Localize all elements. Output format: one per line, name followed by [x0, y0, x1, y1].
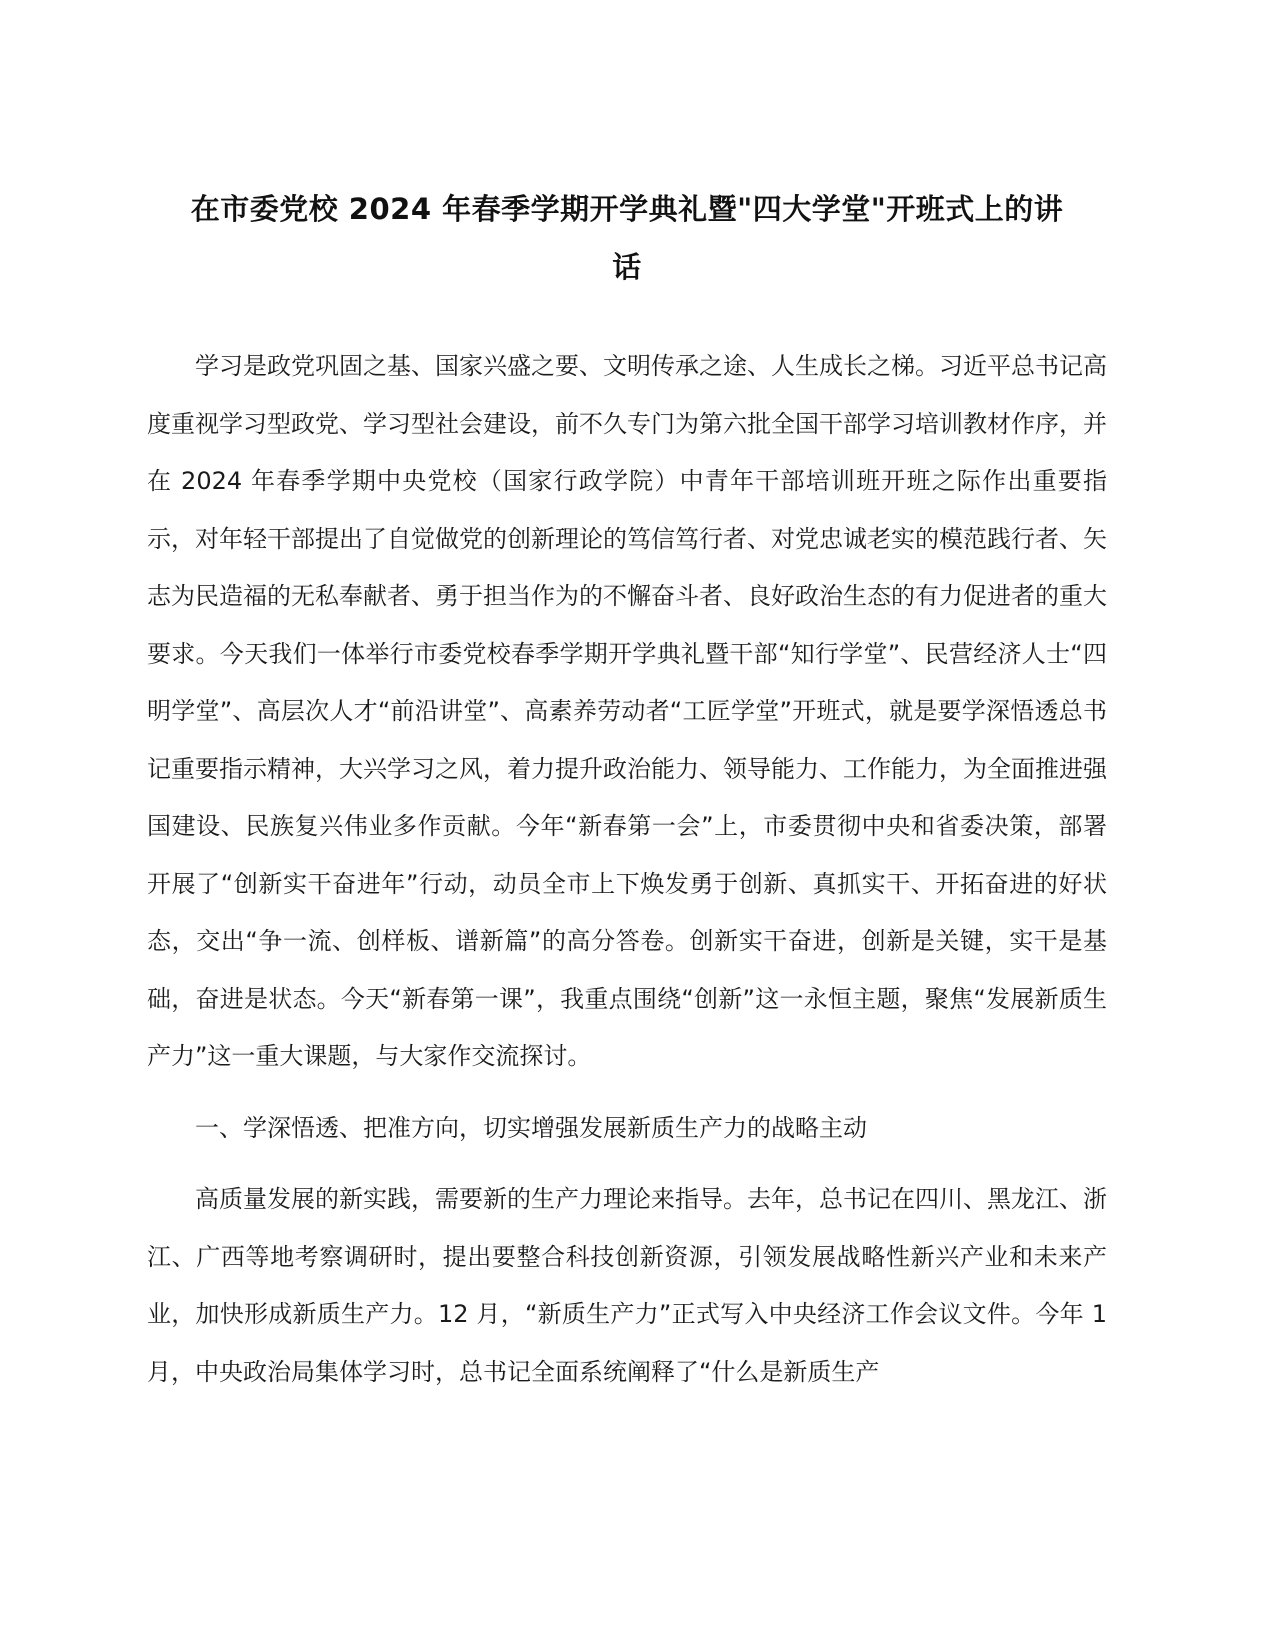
- body-paragraph-2: 高质量发展的新实践，需要新的生产力理论来指导。去年，总书记在四川、黑龙江、浙江、广西等地考察调研时，提出要整合科技创新资源，引领发展战略性新兴产业和未来产业，加快形成新质生产力。12 月，“新质生产力”正式写入中央经济工作会议文件。今年 1 月，中央政治局集体学习时，总书记全面系统阐释了“什么是新质生产: [147, 1185, 1107, 1386]
- document-title-line-2: 话: [612, 250, 642, 284]
- body-paragraph-1: 学习是政党巩固之基、国家兴盛之要、文明传承之途、人生成长之梯。习近平总书记高度重视学习型政党、学习型社会建设，前不久专门为第六批全国干部学习培训教材作序，并在 2024 年春季学期中央党校（国家行政学院）中青年干部培训班开班之际作出重要指示，对年轻干部提出了自觉做党的创新理论的笃信笃行者、对党忠诚老实的模范践行者、矢志为民造福的无私奉献者、勇于担当作为的不懈奋斗者、良好政治生态的有力促进者的重大要求。今天我们一体举行市委党校春季学期开学典礼暨干部“知行学堂”、民营经济人士“四明学堂”、高层次人才“前沿讲堂”、高素养劳动者“工匠学堂”开班式，就是要学深悟透总书记重要指示精神，大兴学习之风，着力提升政治能力、领导能力、工作能力，为全面推进强国建设、民族复兴伟业多作贡献。今年“新春第一会”上，市委贯彻中央和省委决策，部署开展了“创新实干奋进年”行动，动员全市上下焕发勇于创新、真抓实干、开拓奋进的好状态，交出“争一流、创样板、谱新篇”的高分答卷。创新实干奋进，创新是关键，实干是基础，奋进是状态。今天“新春第一课”，我重点围绕“创新”这一永恒主题，聚焦“发展新质生产力”这一重大课题，与大家作交流探讨。: [147, 352, 1107, 1070]
- document-title: [147, 180, 1107, 296]
- document-page: [147, 180, 1107, 1401]
- section-heading-1: 一、学深悟透、把准方向，切实增强发展新质生产力的战略主动: [195, 1113, 867, 1142]
- document-title-line-1: 在市委党校 2024 年春季学期开学典礼暨"四大学堂"开班式上的讲: [190, 192, 1064, 226]
- document-body: [147, 338, 1107, 1401]
